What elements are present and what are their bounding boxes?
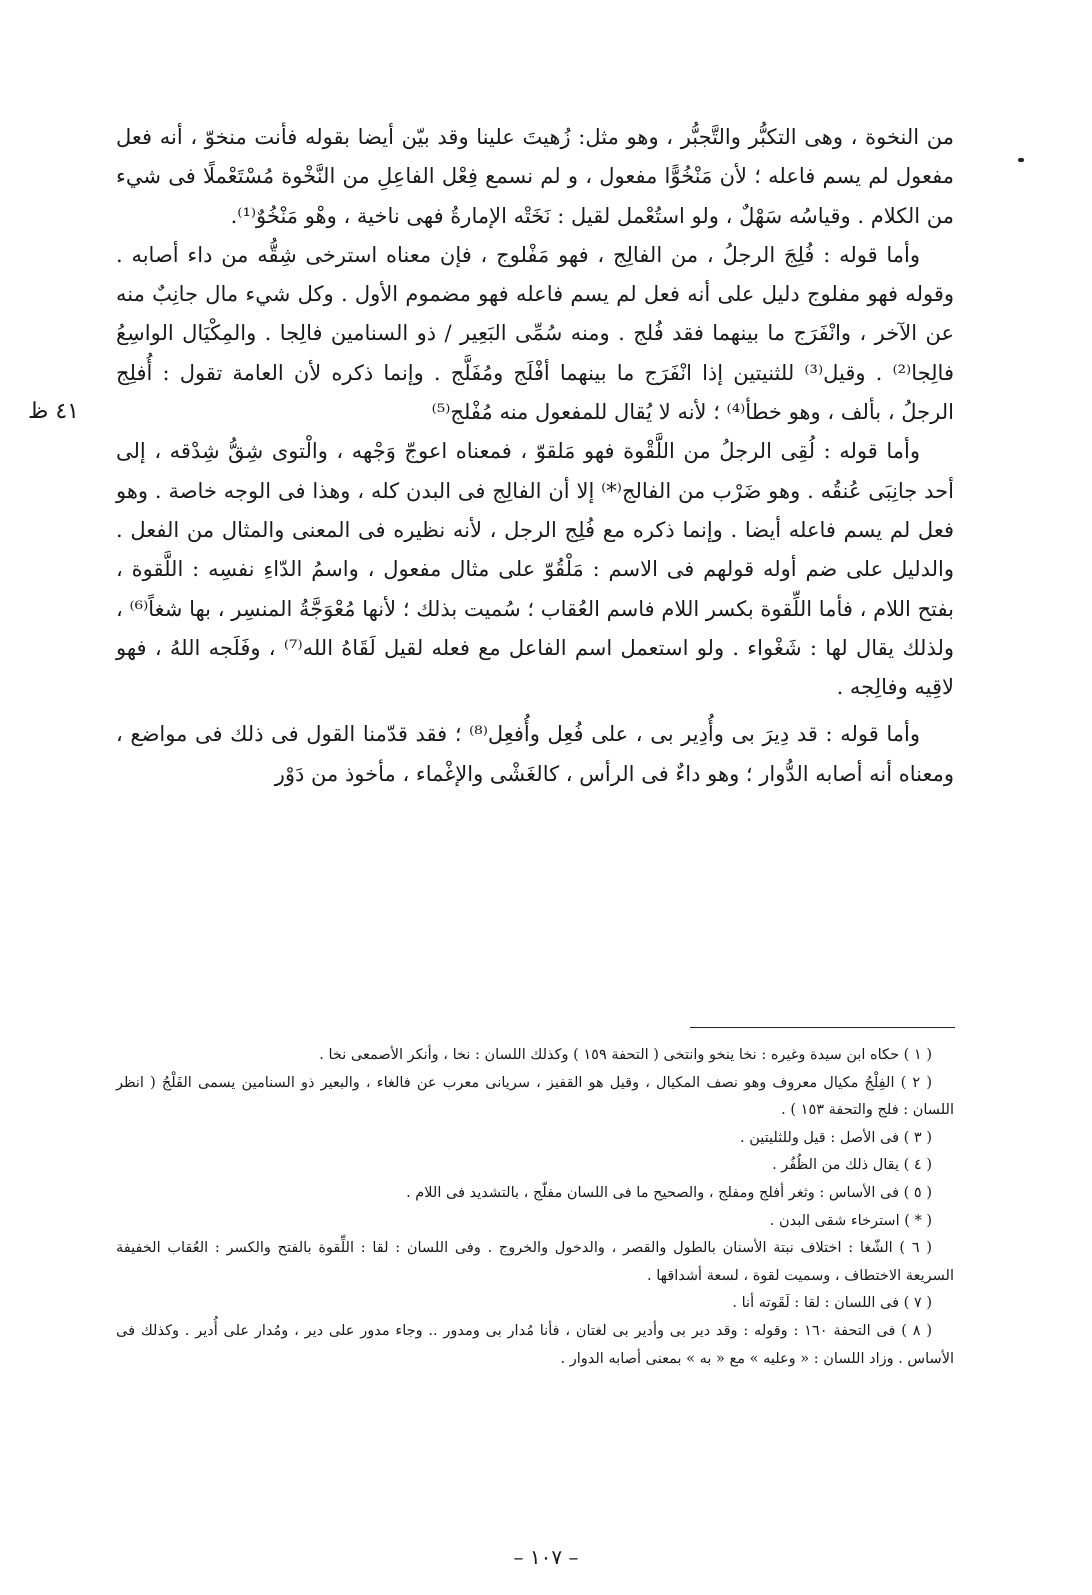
footnote-star: ( * ) استرخاء شقى البدن . xyxy=(769,1212,932,1229)
footnote-6: ( ٦ ) الشّغا : اختلاف نبتة الأسنان بالطول والقصر ، والدخول والخروج . وفى اللسان : لقا : اللِّقوة بالفتح والكسر : العُقاب الخفيفة السريعة الاختطاف ، وسميت لقوة ، لسعة أشداقها . xyxy=(116,1240,954,1284)
paragraph-2: وأما قوله : فُلِجَ الرجلُ ، من الفالِج ، فهو مَفْلوج ، فإن معناه استرخى شِقُّه من داء أصابه . وقوله فهو مفلوج دليل على أنه فعل لم يسم فاعله فهو مضموم الأول . وكل شيء مال جانِبٌ منه عن الآخر ، وانْفَرَج ما بينهما فقد فُلج . ومنه سُمِّى البَعِير / ذو السنامين فالِجا . والمِكْيَال الواسِعُ فالِجا⁽²⁾ . وقيل⁽³⁾ للثنيتين إذا انْفَرَج ما بينهما أفْلَج ومُفَلَّج . وإنما ذكره لأن العامة تقول : أُفلِج الرجلُ ، بألف ، وهو خطأ⁽⁴⁾ ؛ لأنه لا يُقال للمفعول منه مُفْلج⁽⁵⁾ xyxy=(116,242,954,425)
paragraph-4: وأما قوله : قد دِيرَ بى وأُدِير بى ، على فُعِل وأُفعِل⁽⁸⁾ ؛ فقد قدّمنا القول فى ذلك فى مواضع ، ومعناه أنه أصابه الدُّوار ؛ وهو داءٌ فى الرأس ، كالغَشْى والإغْماء ، مأخوذ من دَوْر xyxy=(116,722,954,786)
folio-note: ٤١ ظ xyxy=(28,399,79,424)
footnote-3: ( ٣ ) فى الأصل : قيل وللثليتين . xyxy=(740,1129,932,1146)
footnote-2: ( ٢ ) الفِلْجُ مكيال معروف وهو نصف المكيال ، وقيل هو القفيز ، سريانى معرب عن فالغاء ، والبعير ذو السنامين يسمى الفَلْجُ ( انظر اللسان : فلج والتحفة ١٥٣ ) . xyxy=(116,1074,954,1119)
footnote-divider xyxy=(690,1027,955,1028)
paragraph-3: وأما قوله : لُقِى الرجلُ من اللَّقْوة فهو مَلقوّ ، فمعناه اعوجّ وَجْهه ، والْتوى شِقُّ شِدْقه ، إلى أحد جانِبَى عُنقُه . وهو ضَرْب من الفالج⁽*⁾ إلا أن الفالِج فى البدن كله ، وهذا فى الوجه خاصة . وهو فعل لم يسم فاعله أيضا . وإنما ذكره مع فُلِج الرجل ، لأنه نظيره فى المعنى والمثال من الفعل . والدليل على ضم أوله قولهم فى الاسم : مَلْقُوّ على مثال مفعول ، واسمُ الدّاءِ نفسِه : اللَّقوة ، بفتح اللام ، فأما اللِّقوة بكسر اللام فاسم العُقاب ؛ سُميت بذلك ؛ لأنها مُعْوَجَّةُ المنسِر ، بها شغاً⁽⁶⁾ ، ولذلك يقال لها : شَغْواء . ولو استعمل اسم الفاعل مع فعله لقيل لَقَاهُ الله⁽⁷⁾ ، وفَلَجه اللهُ ، فهو لاقِيه وفالِجه . xyxy=(116,439,955,700)
footnote-5: ( ٥ ) فى الأساس : وثغر أفلج ومفلج ، والصحيح ما فى اللسان مفلّج ، بالتشديد فى اللام . xyxy=(406,1184,932,1201)
main-text xyxy=(116,118,954,794)
footnote-1: ( ١ ) حكاه ابن سيدة وغيره : نخا ينخو وانتخى ( التحفة ١٥٩ ) وكذلك اللسان : نخا ، وأنكر الأصمعى نخا . xyxy=(319,1047,932,1063)
footnote-7: ( ٧ ) فى اللسان : لقا : لَقَوته أنا . xyxy=(732,1295,932,1312)
footnotes xyxy=(116,1042,954,1373)
paragraph-1: من النخوة ، وهى التكبُّر والتَّجبُّر ، وهو مثل: زُهيتَ علينا وقد بيّن أيضا بقوله فأنت منخوّ ، أنه فعل مفعول لم يسم فاعله ؛ لأن مَنْخُوًّا مفعول ، و لم نسمع فِعْل الفاعِلِ من النَّخْوة مُسْتَعْملًا فى شيء من الكلام . وقياسُه سَهْلٌ ، ولو استُعْمل لقيل : نَخَتْه الإمارةُ فهى ناخية ، وهْو مَنْخُوٌ⁽¹⁾. xyxy=(116,125,954,228)
footnote-4: ( ٤ ) يقال ذلك من الظُفُر . xyxy=(772,1157,932,1174)
footnote-8: ( ٨ ) فى التحفة ١٦٠ : وقوله : وقد دير بى وأدير بى لغتان ، فأنا مُدار بى ومدور .. وجاء مدور على دير ، ومُدار على أُدير . وكذلك فى الأساس . وزاد اللسان : « وعليه » مع « به » بمعنى أصابه الدوار . xyxy=(116,1322,954,1367)
margin-mark xyxy=(1018,158,1024,162)
page-number: – ١٠٧ – xyxy=(513,1545,579,1569)
